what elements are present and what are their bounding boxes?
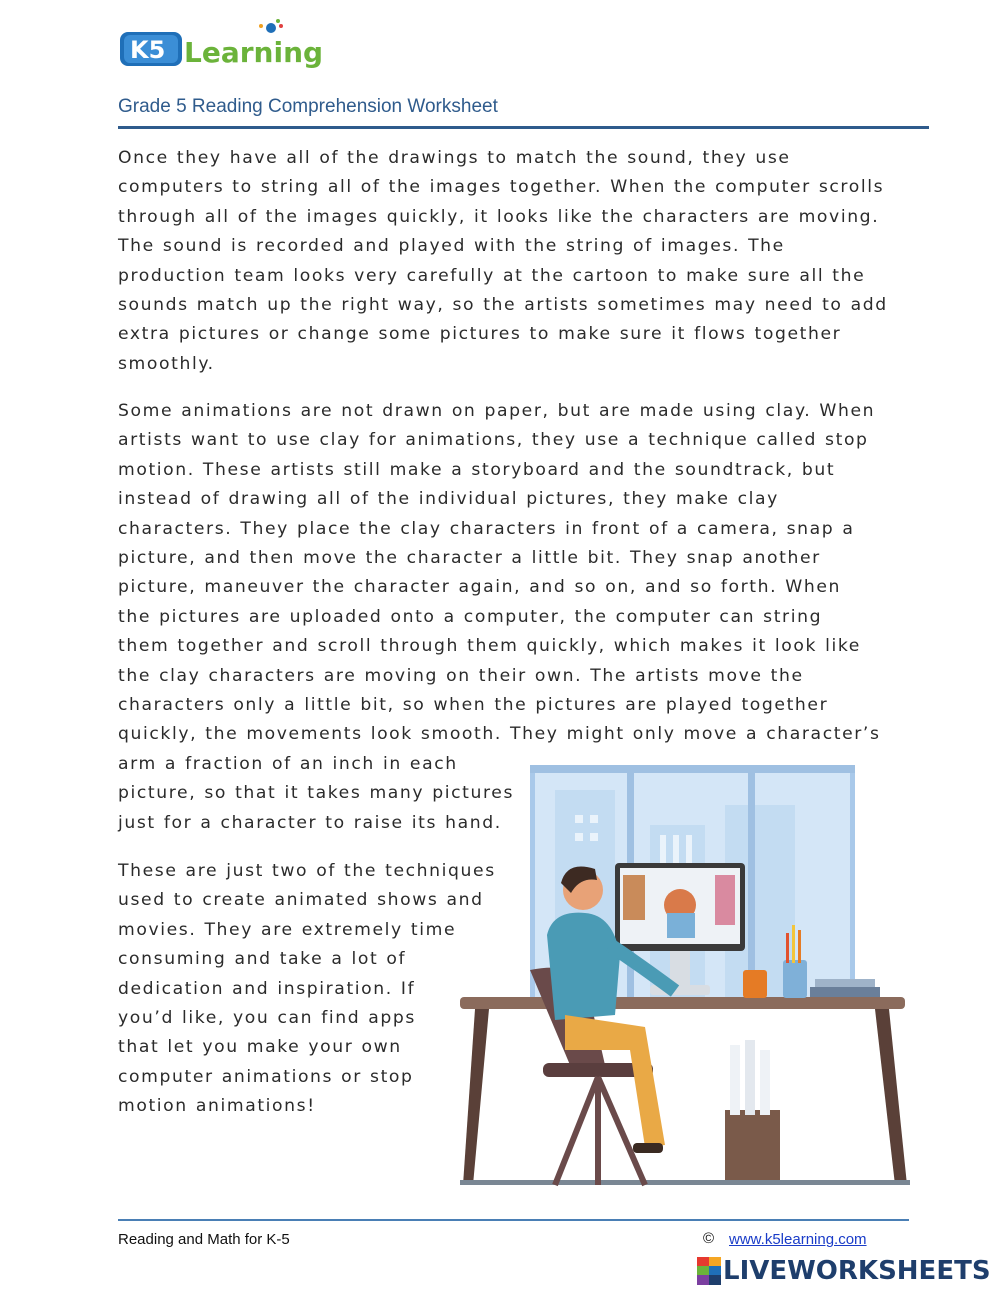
liveworksheets-watermark <box>697 1254 991 1288</box>
svg-text:K5: K5 <box>130 36 166 64</box>
liveworksheets-text: LIVEWORKSHEETS <box>723 1256 991 1286</box>
svg-text:Learning: Learning <box>184 36 324 69</box>
header-divider <box>118 126 929 129</box>
paragraph-2: Some animations are not drawn on paper, but are made using clay. When artists want to use clay for animations, they use a technique called stop motion. These artists still make a storyboard and the soundtrack, but instead of drawing all of the individual pictures, they make clay characters. They place the clay characters in front of a camera, snap a picture, and then move the character a little bit. They snap another picture, maneuver the character again, and so on, and so forth. When the pictures are uploaded onto a computer, the computer can string them together and scroll through them quickly, which makes it look like the clay characters are moving on their own. The artists move the characters only a little bit, so when the pictures are played together quickly, the movements look smooth. They might only move a character’s arm a fraction of an inch in each picture, so that it takes many pictures just for a character to raise its hand. <box>118 401 881 833</box>
k5-learning-logo <box>118 18 333 76</box>
paragraph-3: These are just two of the techniques used to create animated shows and movies. They are extremely time consuming and take a lot of dedication and inspiration. If you’d like, you can find apps that let you make your own computer animations or stop motion animations! <box>118 861 496 1117</box>
copyright-symbol: © <box>703 1230 715 1247</box>
footer-divider <box>118 1219 909 1221</box>
animator-at-desk-illustration <box>455 765 915 1200</box>
worksheet-subtitle: Grade 5 Reading Comprehension Worksheet <box>118 96 498 117</box>
footer-tagline: Reading and Math for K-5 <box>118 1231 290 1248</box>
liveworksheets-logo-icon <box>697 1257 721 1285</box>
paragraph-1: Once they have all of the drawings to match the sound, they use computers to string all of the images together. When the computer scrolls through all of the images quickly, it looks like the characters are moving. The sound is recorded and played with the string of images. The production team looks very carefully at the cartoon to make sure all the sounds match up the right way, so the artists sometimes may need to add extra pictures or change some pictures to make sure it flows together smoothly. <box>118 148 888 374</box>
k5learning-link[interactable]: www.k5learning.com <box>729 1231 867 1248</box>
